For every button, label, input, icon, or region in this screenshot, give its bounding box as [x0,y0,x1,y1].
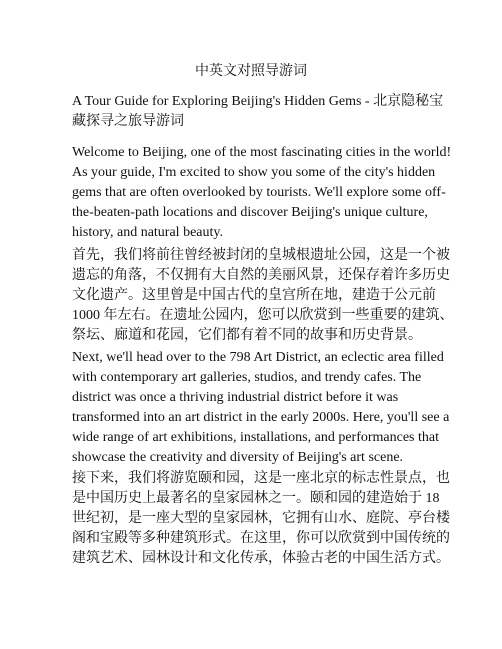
text-line: Next, we'll head over to the 798 Art District, an eclectic area filled [72,350,444,365]
document-title: 中英文对照导游词 [195,64,307,79]
text-line: 是中国历史上最著名的皇家园林之一。颐和园的建造始于 18 [72,491,440,506]
text-line: wide range of art exhibitions, installations, and performances that [72,430,440,445]
paragraph-798-art-district [72,348,450,468]
heading-line: 藏探寻之旅导游词 [72,114,184,129]
text-line: 首先，我们将前往曾经被封闭的皇城根遗址公园，这是一个被 [72,248,450,263]
text-line: gems that are often overlooked by tourists. We'll explore some off- [72,185,446,200]
text-line: 祭坛、廊道和花园，它们都有着不同的故事和历史背景。 [72,328,422,343]
paragraph-summer-palace [72,469,450,569]
text-line: history, and natural beauty. [72,225,223,240]
text-line: 接下来，我们将游览颐和园，这是一座北京的标志性景点，也 [72,471,450,486]
text-line: 世纪初，是一座大型的皇家园林，它拥有山水、庭院、亭台楼 [72,511,450,526]
text-line: 遗忘的角落，不仅拥有大自然的美丽风景，还保存着许多历史 [72,268,450,283]
text-line: 建筑艺术、园林设计和文化传承，体验古老的中国生活方式。 [72,551,450,566]
text-line: transformed into an art district in the early 2000s. Here, you'll see a [72,410,450,425]
paragraph-welcome [72,143,452,243]
text-line: 1000 年左右。在遗址公园内，您可以欣赏到一些重要的建筑、 [72,308,454,323]
text-line: showcase the creativity and diversity of Beijing's art scene. [72,450,404,465]
text-line: Welcome to Beijing, one of the most fascinating cities in the world! [72,145,452,160]
text-line: As your guide, I'm excited to show you some of the city's hidden [72,165,436,180]
paragraph-imperial-city [72,246,454,346]
text-line: with contemporary art galleries, studios, and trendy cafes. The [72,370,422,385]
text-line: the-beaten-path locations and discover Beijing's unique culture, [72,205,428,220]
text-line: 文化遗产。这里曾是中国古代的皇宫所在地，建造于公元前 [72,288,436,303]
text-line: district was once a thriving industrial district before it was [72,390,399,405]
document-heading [72,92,444,132]
text-line: 阁和宝殿等多种建筑形式。在这里，你可以欣赏到中国传统的 [72,531,450,546]
heading-line: A Tour Guide for Exploring Beijing's Hidden Gems - 北京隐秘宝 [72,94,444,109]
